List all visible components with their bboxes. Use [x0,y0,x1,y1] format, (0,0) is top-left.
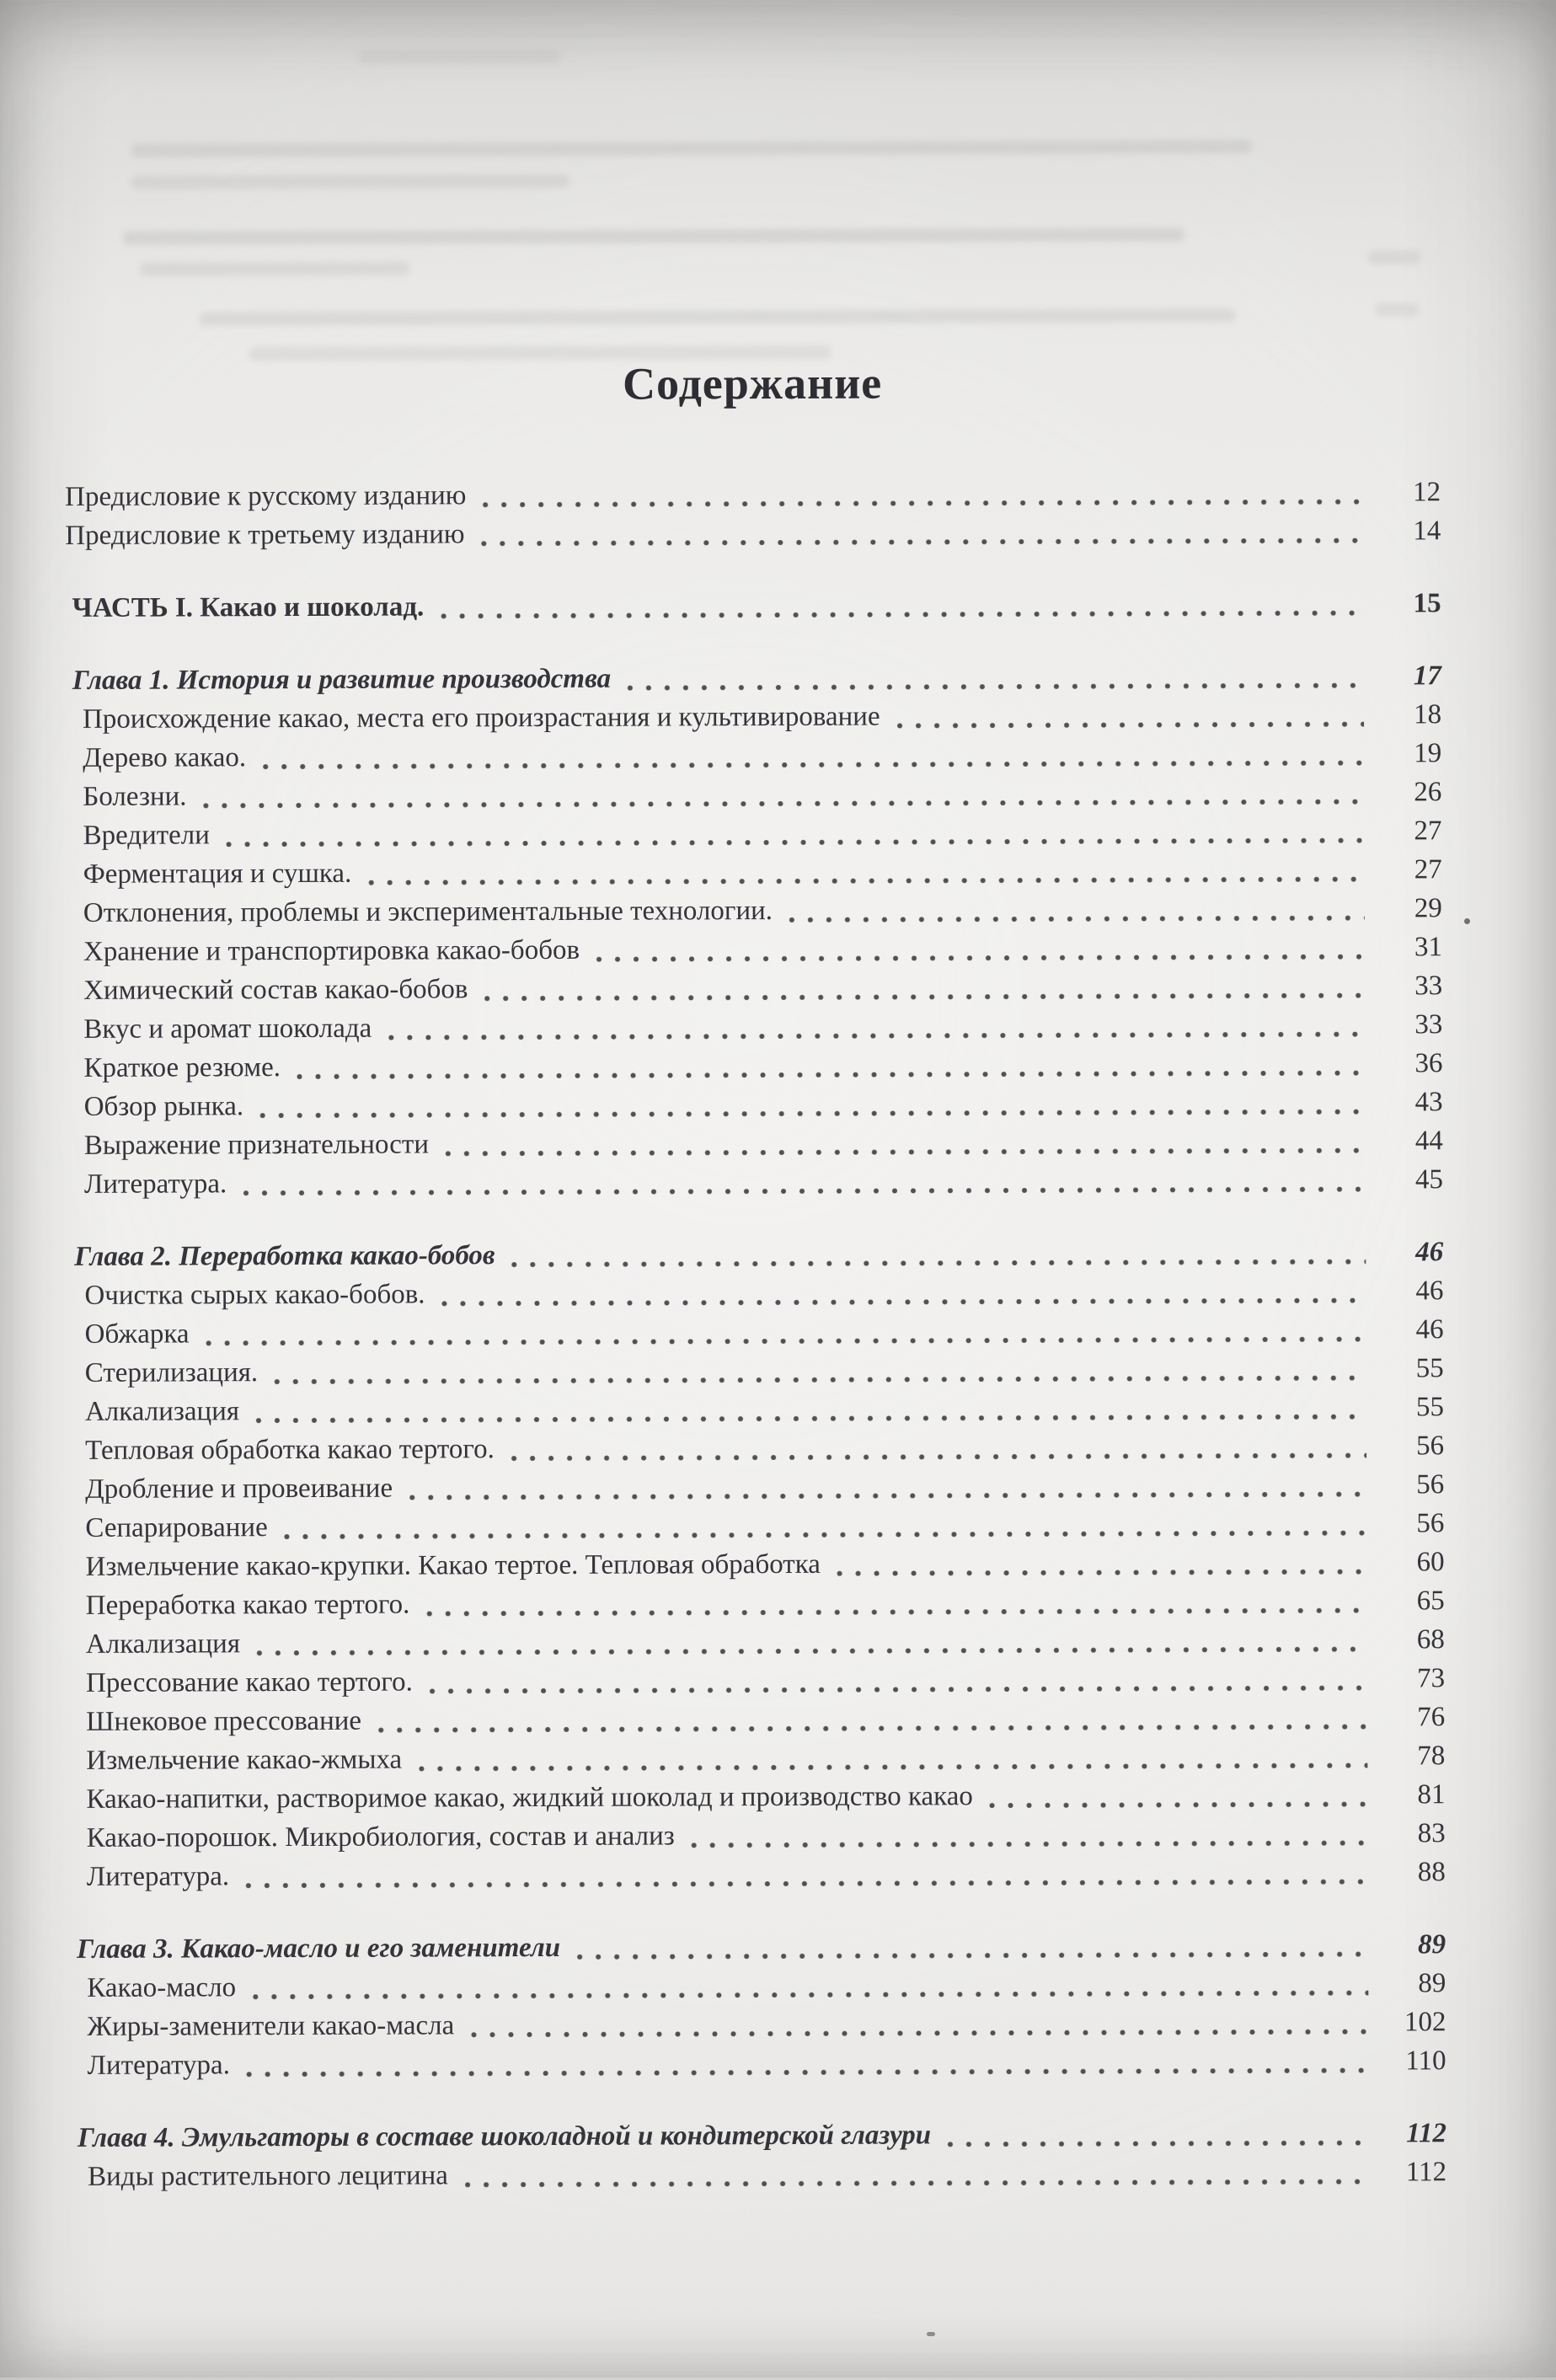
toc-entry-page-number: 110 [1405,2046,1446,2077]
toc-entry-label: ЧАСТЬ I. Какао и шоколад. [72,591,425,623]
toc-entry-page-number: 73 [1416,1663,1446,1694]
toc-entry-page-number: 46 [1415,1276,1444,1307]
dot-leader [478,967,1365,1009]
toc-entry-page-number: 89 [1418,1968,1446,1999]
toc-entry-row [69,1659,1445,1703]
dot-leader [403,1466,1366,1508]
dot-leader [570,1926,1368,1967]
toc-entry-label: Литература. [86,1861,230,1892]
toc-entry-page-number: 31 [1414,932,1443,963]
toc-entry-row [69,1620,1445,1664]
dot-leader [278,1505,1367,1548]
toc-chapter-row [70,1925,1446,1969]
toc-entry-page-number: 55 [1415,1353,1444,1384]
toc-entry-page-number: 60 [1416,1547,1445,1578]
toc-entry-page-number: 27 [1414,816,1442,847]
toc-entry-page-number: 12 [1413,477,1441,508]
toc-entry-label: Вредители [83,820,210,851]
dot-leader [250,1621,1367,1664]
bleed-through-line [140,262,409,276]
dot-leader [783,890,1365,930]
toc-entry-page-number: 112 [1405,2157,1447,2188]
toc-entry-page-number: 44 [1414,1126,1443,1157]
dot-leader [239,1853,1368,1896]
dot-leader [621,657,1364,698]
dot-leader [983,1776,1368,1816]
toc-entry-row [65,511,1441,555]
toc-entry-row [68,1543,1444,1586]
dot-leader [372,1698,1367,1741]
toc-entry-row [67,850,1442,894]
toc-entry-label: Стерилизация. [84,1357,259,1388]
toc-entry-page-number: 17 [1413,661,1441,692]
toc-entry-page-number: 56 [1416,1508,1445,1539]
toc-entry-label: Дерево какао. [83,742,247,773]
dot-leader [420,1582,1366,1624]
toc-entry-row [66,773,1441,816]
toc-entry-row [66,734,1441,778]
toc-chapter-row [66,656,1441,700]
bleed-through-line [131,174,569,190]
dot-leader [505,1233,1366,1276]
toc-entry-page-number: 83 [1417,1818,1446,1849]
toc-entry-label: Литература. [83,1169,227,1200]
toc-entry-page-number: 19 [1414,738,1442,769]
toc-entry-label: Ферментация и сушка. [83,858,352,890]
toc-entry-label: Виды растительного лецитина [88,2160,448,2192]
toc-entry-row [69,1698,1445,1741]
toc-entry-page-number: 76 [1417,1702,1446,1733]
toc-entry-row [67,1083,1443,1126]
toc-entry-label: Предисловие к третьему изданию [65,519,465,551]
bleed-through-line [1375,302,1419,316]
toc-entry-page-number: 102 [1404,2007,1446,2038]
toc-part-row [66,584,1441,628]
dot-leader [831,1543,1367,1584]
toc-entry-label: Прессование какао тертого. [85,1666,413,1698]
toc-entry-label: Очистка сырых какао-бобов. [84,1279,425,1311]
toc-entry-page-number: 89 [1418,1929,1446,1960]
dot-leader [249,1388,1366,1431]
page-title: Содержание [622,357,883,409]
toc-entry-label: Алкализация [85,1629,241,1660]
toc-entry-row [67,1121,1443,1165]
toc-entry-page-number: 26 [1414,777,1442,808]
dot-leader [220,812,1365,855]
dot-leader [412,1737,1367,1779]
toc-entry-label: Алкализация [84,1396,240,1427]
toc-entry-label: Хранение и транспортировка какао-бобов [83,934,580,967]
toc-entry-label: Какао-напитки, растворимое какао, жидкий шоколад и производство какао [86,1781,973,1815]
toc-entry-row [71,2153,1446,2196]
toc-entry-page-number: 65 [1416,1586,1445,1617]
toc-entry-label: Химический состав какао-бобов [83,974,468,1006]
toc-list [65,473,1446,2196]
toc-entry-row [67,1044,1442,1088]
dot-leader [590,928,1365,970]
toc-entry-row [70,2003,1446,2046]
toc-entry-page-number: 14 [1413,516,1441,547]
toc-entry-row [67,889,1442,933]
toc-entry-page-number: 56 [1416,1431,1445,1462]
dot-leader [941,2115,1369,2155]
toc-entry-label: Глава 2. Переработка какао-бобов [74,1240,495,1272]
toc-entry-label: Сепарирование [85,1512,268,1543]
toc-entry-label: Какао-масло [87,1972,237,2003]
dot-leader [476,473,1363,516]
toc-entry-label: Тепловая обработка какао тертого. [85,1434,495,1466]
toc-entry-page-number: 56 [1416,1469,1445,1500]
toc-entry-page-number: 78 [1417,1741,1446,1772]
toc-entry-page-number: 68 [1416,1624,1445,1655]
toc-entry-page-number: 46 [1415,1314,1444,1345]
toc-entry-page-number: 33 [1414,971,1443,1002]
bleed-through-line [1368,250,1420,264]
toc-entry-page-number: 29 [1414,893,1442,924]
toc-entry-row [67,1005,1442,1049]
toc-entry-row [69,1736,1445,1780]
toc-entry-page-number: 15 [1413,588,1441,619]
toc-entry-page-number: 46 [1415,1237,1444,1268]
dot-leader [361,851,1365,893]
bleed-through-line [131,140,1252,158]
toc-chapter-row [67,1233,1443,1276]
toc-entry-row [65,473,1441,516]
toc-entry-row [67,966,1442,1010]
dot-leader [685,1815,1368,1856]
toc-entry-label: Измельчение какао-жмыха [86,1744,403,1776]
dot-leader [439,1122,1366,1164]
toc-chapter-row [71,2114,1446,2158]
toc-entry-row [70,1964,1446,2008]
toc-entry-label: Глава 4. Эмульгаторы в составе шоколадной и кондитерской глазури [77,2120,932,2153]
toc-entry-label: Измельчение какао-крупки. Какао тертое. Тепловая обработка [85,1548,821,1582]
dot-leader [423,1660,1367,1702]
dot-leader [890,696,1364,736]
toc-entry-row [68,1388,1444,1431]
dot-leader [458,2153,1369,2195]
toc-entry-page-number: 55 [1415,1392,1444,1423]
dot-leader [435,1272,1366,1314]
dot-leader [464,2003,1368,2046]
dot-leader [474,512,1363,554]
toc-entry-label: Какао-порошок. Микробиология, состав и анализ [86,1821,675,1853]
dot-leader [505,1427,1366,1469]
toc-entry-row [69,1775,1445,1819]
toc-entry-label: Выражение признательности [83,1129,430,1161]
toc-entry-label: Жиры-заменители какао-масла [87,2010,455,2042]
dot-leader [268,1350,1366,1393]
toc-entry-label: Предисловие к русскому изданию [65,480,467,512]
toc-entry-row [68,1465,1444,1509]
toc-entry-row [68,1310,1444,1354]
bleed-through-line [358,50,560,64]
bleed-through-line [123,227,1184,244]
toc-entry-row [70,1814,1446,1858]
toc-entry-row [66,811,1441,855]
toc-entry-label: Обжарка [84,1318,190,1350]
toc-entry-page-number: 18 [1413,699,1442,730]
dot-leader [291,1045,1366,1087]
toc-entry-label: Отклонения, проблемы и экспериментальные технологии. [83,896,773,928]
toc-entry-label: Обзор рынка. [83,1091,244,1122]
toc-entry-label: Дробление и провеивание [85,1473,393,1505]
bleed-through-line [199,308,1235,325]
toc-entry-page-number: 112 [1406,2118,1446,2149]
toc-entry-row [68,1426,1444,1470]
toc-entry-label: Происхождение какао, места его произрастания и культивирование [82,701,880,735]
toc-entry-label: Глава 1. История и развитие производства [72,663,612,696]
toc-entry-page-number: 43 [1414,1087,1443,1118]
dot-leader [199,1311,1366,1354]
dot-leader [254,1083,1366,1126]
toc-entry-page-number: 88 [1417,1857,1446,1888]
toc-entry-label: Болезни. [83,781,187,812]
toc-entry-page-number: 33 [1414,1009,1443,1040]
toc-entry-row [67,1160,1443,1204]
toc-entry-label: Литература. [87,2050,230,2081]
toc-entry-row [67,928,1442,971]
dot-leader [240,2042,1369,2085]
toc-entry-label: Глава 3. Какао-масло и его заменители [77,1932,561,1965]
dot-leader [196,773,1364,816]
dot-leader [256,735,1364,778]
toc-entry-row [69,1581,1445,1625]
dot-leader [237,1161,1366,1204]
toc-entry-page-number: 45 [1414,1164,1444,1195]
toc-entry-page-number: 81 [1417,1779,1446,1810]
toc-entry-row [67,1271,1443,1315]
toc-entry-label: Шнековое прессование [86,1705,362,1737]
toc-entry-label: Переработка какао тертого. [85,1589,410,1621]
dot-leader [246,1965,1368,2008]
toc-entry-row [70,1853,1446,1896]
toc-entry-page-number: 27 [1414,854,1442,885]
dot-leader [434,585,1364,627]
toc-entry-row [68,1349,1444,1393]
toc-entry-row [71,2041,1446,2085]
toc-entry-row [66,695,1441,739]
toc-entry-row [68,1504,1444,1548]
toc-entry-label: Краткое резюме. [83,1052,281,1083]
toc-entry-page-number: 36 [1414,1048,1443,1079]
dot-leader [382,1006,1365,1048]
toc-entry-label: Вкус и аромат шоколада [83,1013,372,1045]
